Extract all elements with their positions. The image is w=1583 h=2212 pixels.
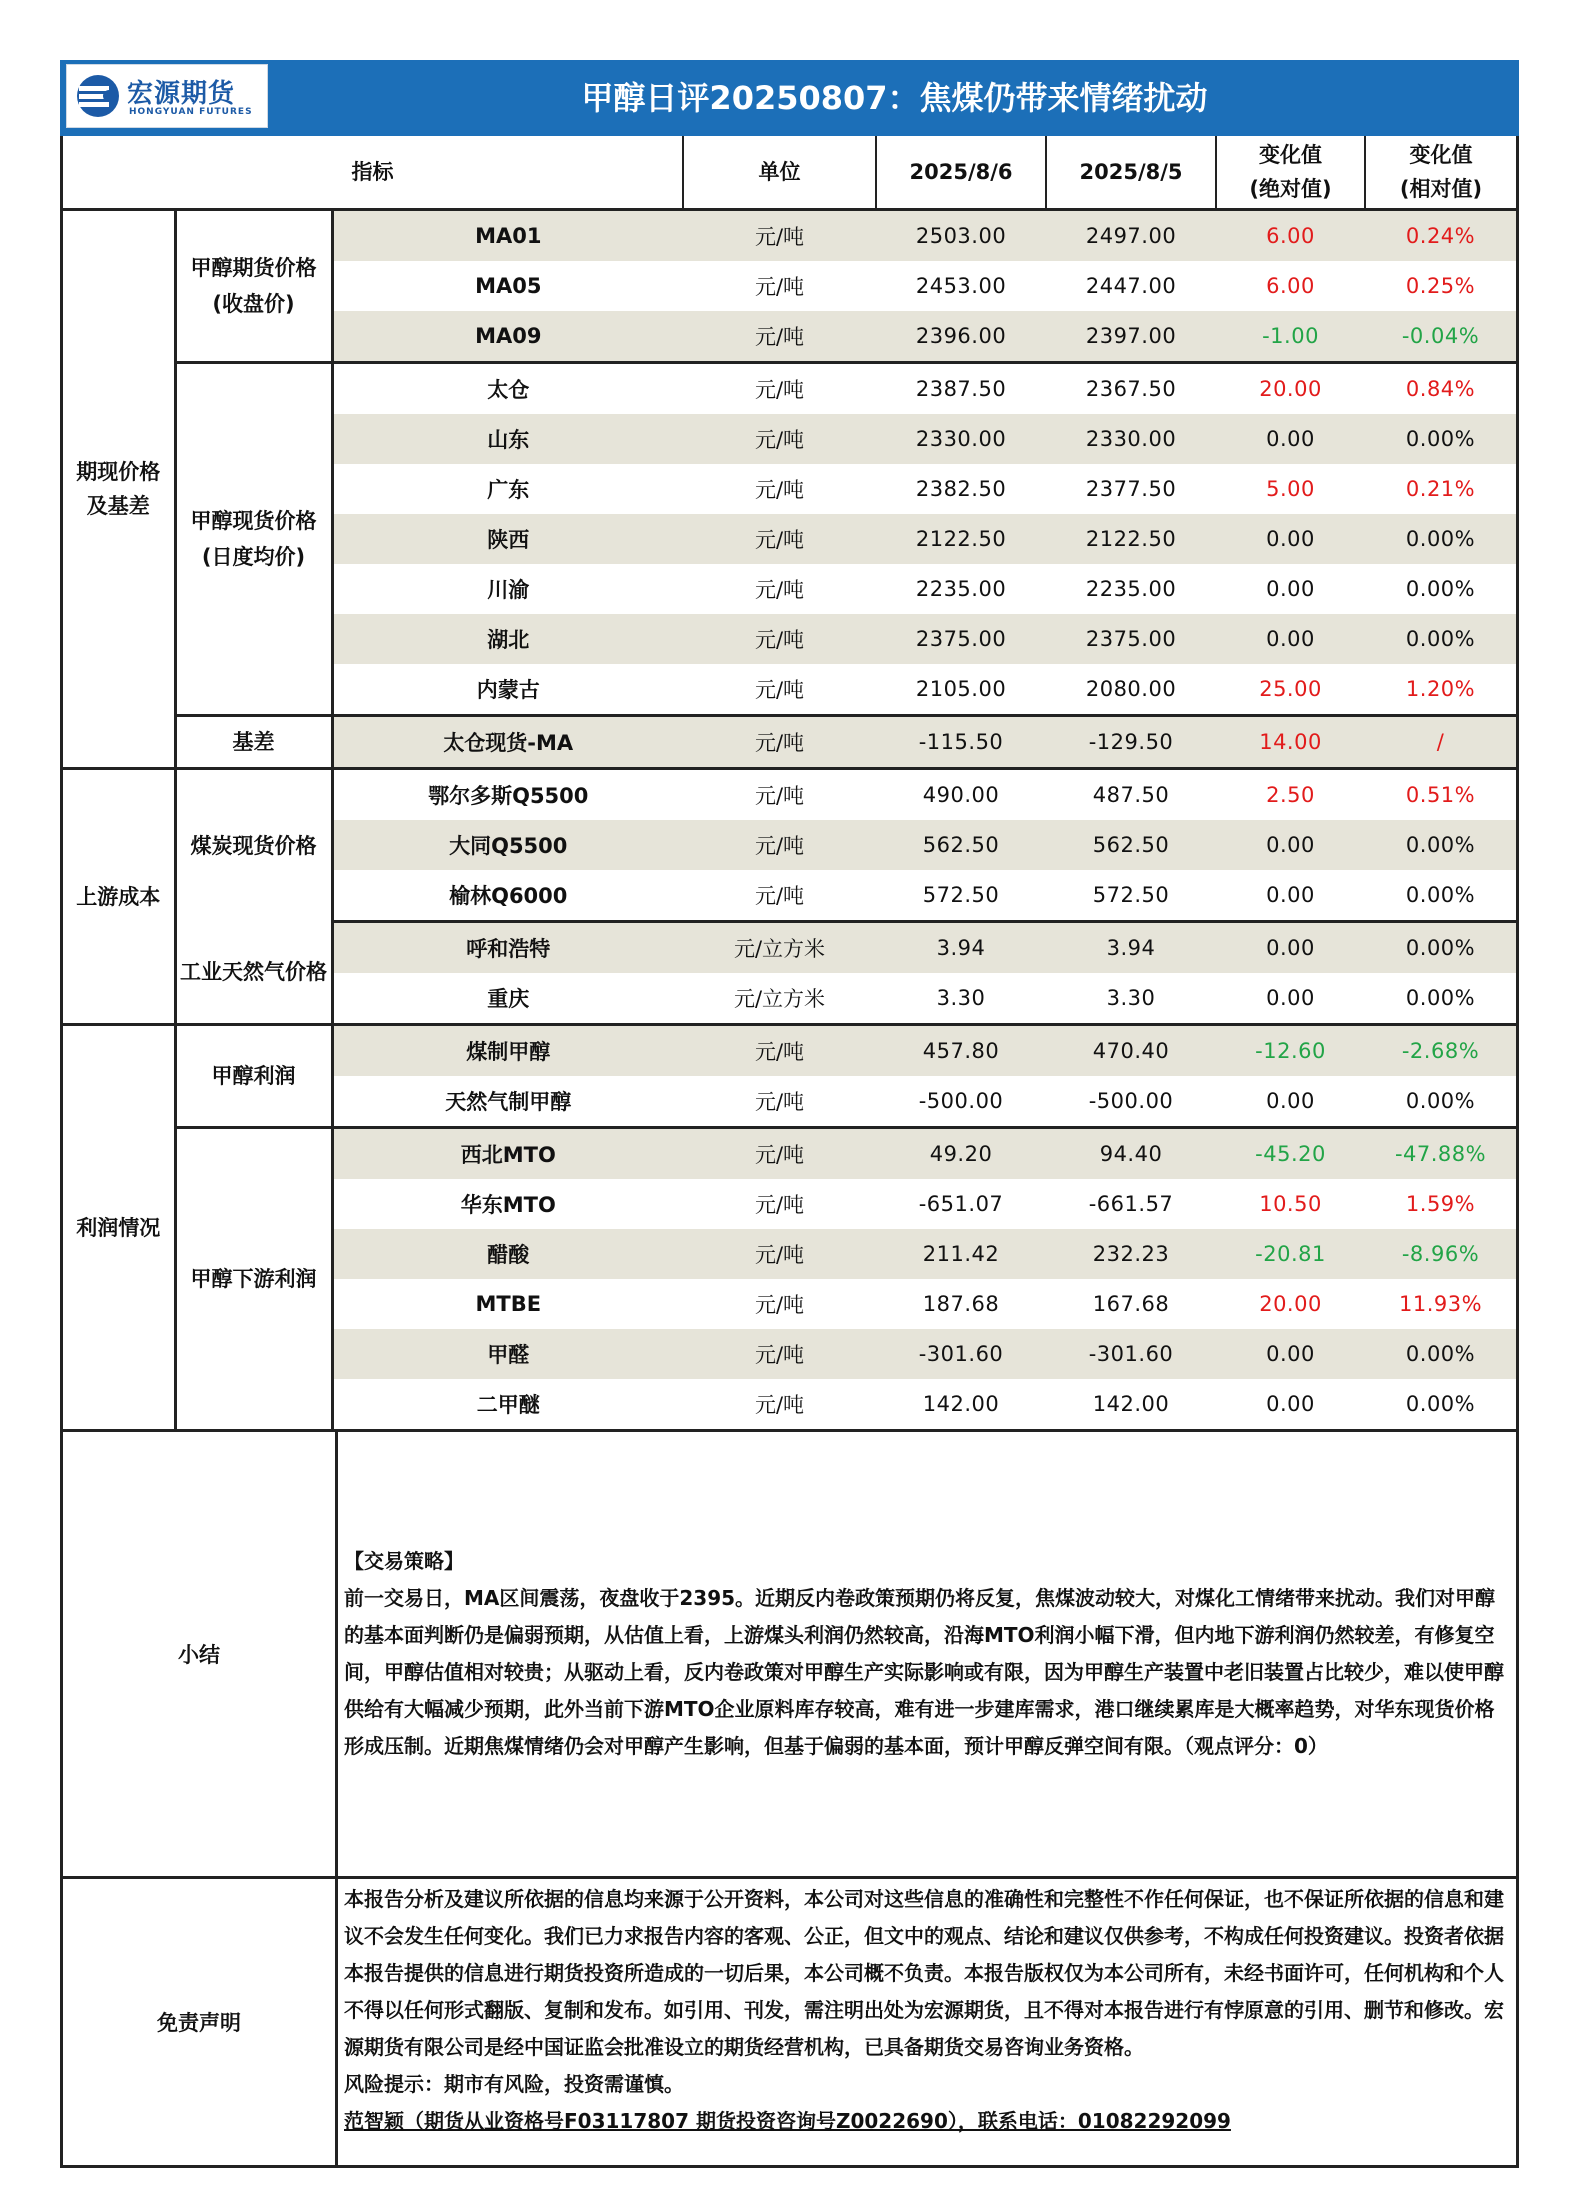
logo-english-name: HONGYUAN FUTURES [129, 107, 253, 117]
disclaimer-label: 免责声明 [63, 1879, 338, 2165]
rel-change: 0.51% [1405, 783, 1476, 807]
value-date1: 49.20 [876, 1128, 1046, 1180]
value-date2: 2377.50 [1085, 477, 1177, 501]
indicator-name: 太仓现货-MA [332, 716, 683, 769]
rel-change: 0.84% [1405, 377, 1476, 401]
table-row [63, 1025, 1516, 1077]
subgroup-label: 甲醇期货价格 (收盘价) [175, 210, 332, 363]
col-header-rel-change: 变化值 (相对值) [1365, 136, 1516, 210]
abs-change: 0.00 [1216, 1329, 1365, 1379]
rel-change: 0.00% [1365, 514, 1516, 564]
indicator-name: 湖北 [332, 614, 683, 664]
value-date2: 2375.00 [1046, 614, 1216, 664]
indicator-name: 华东MTO [460, 1193, 556, 1217]
unit-cell: 元/吨 [754, 275, 805, 299]
subgroup-label: 甲醇下游利润 [175, 1128, 332, 1431]
abs-change: 5.00 [1266, 477, 1315, 501]
rel-change: 0.24% [1365, 210, 1516, 262]
rel-change: 11.93% [1398, 1292, 1483, 1316]
value-date2: 2122.50 [1046, 514, 1216, 564]
indicator-name: 川渝 [487, 578, 530, 602]
unit-cell: 元/立方米 [683, 922, 876, 974]
value-date2: 572.50 [1046, 870, 1216, 922]
value-date1: 2396.00 [876, 311, 1046, 363]
indicator-name: 内蒙古 [332, 664, 683, 716]
abs-change: -45.20 [1216, 1128, 1365, 1180]
abs-change: 2.50 [1266, 783, 1315, 807]
indicator-name: 甲醛 [332, 1329, 683, 1379]
hongyuan-logo-icon [75, 73, 121, 119]
value-date1: 2330.00 [876, 414, 1046, 464]
unit-cell: 元/吨 [683, 1025, 876, 1077]
rel-change: 1.59% [1405, 1192, 1476, 1216]
abs-change: 0.00 [1216, 614, 1365, 664]
rel-change: -2.68% [1365, 1025, 1516, 1077]
strategy-text: 前一交易日，MA区间震荡，夜盘收于2395。近期反内卷政策预期仍将反复，焦煤波动较大，对煤化工情绪带来扰动。我们对甲醇的基本面判断仍是偏弱预期，从估值上看，上游煤头利润仍然较高，沿海MTO利润小幅下滑，但内地下游利润仍然较差，有修复空间，甲醇估值相对较贵；从驱动上看，反内卷政策对甲醇生产实际影响或有限，因为甲醇生产装置中老旧装置占比较少，难以使甲醇供给有大幅减少预期，此外当前下游MTO企业原料库存较高，难有进一步建库需求，港口继续累库是大概率趋势，对华东现货价格形成压制。近期焦煤情绪仍会对甲醇产生影响，但基于偏弱的基本面，预计甲醇反弹空间有限。（观点评分：0） [344, 1586, 1504, 1758]
abs-change: 0.00 [1216, 973, 1365, 1025]
value-date1: 562.50 [876, 820, 1046, 870]
rel-change: -0.04% [1365, 311, 1516, 363]
summary-section [60, 1432, 1519, 1879]
rel-change: 0.00% [1365, 1379, 1516, 1431]
unit-cell: 元/吨 [683, 664, 876, 716]
unit-cell: 元/吨 [683, 870, 876, 922]
disclaimer-body [338, 1879, 1516, 2165]
unit-cell: 元/吨 [683, 514, 876, 564]
indicator-table-wrapper [60, 136, 1519, 1432]
unit-cell: 元/吨 [683, 1076, 876, 1128]
value-date2: 3.30 [1046, 973, 1216, 1025]
indicator-name: 天然气制甲醇 [332, 1076, 683, 1128]
rel-change: / [1365, 716, 1516, 769]
unit-cell: 元/吨 [683, 1128, 876, 1180]
rel-change: 0.00% [1365, 614, 1516, 664]
abs-change: 10.50 [1259, 1192, 1322, 1216]
unit-cell: 元/吨 [754, 1293, 805, 1317]
value-date1: 2375.00 [876, 614, 1046, 664]
table-row [63, 769, 1516, 821]
table-row [63, 716, 1516, 769]
col-header-date2: 2025/8/5 [1046, 136, 1216, 210]
value-date2: 94.40 [1046, 1128, 1216, 1180]
summary-body [338, 1432, 1516, 1876]
unit-cell: 元/吨 [754, 578, 805, 602]
unit-cell: 元/立方米 [683, 973, 876, 1025]
rel-change: 0.00% [1365, 1329, 1516, 1379]
rel-change: 0.25% [1405, 274, 1476, 298]
rel-change: -8.96% [1365, 1229, 1516, 1279]
abs-change: 20.00 [1259, 377, 1322, 401]
indicator-name: 陕西 [332, 514, 683, 564]
value-date2: 2235.00 [1085, 577, 1177, 601]
value-date1: 2235.00 [915, 577, 1007, 601]
value-date2: 232.23 [1046, 1229, 1216, 1279]
indicator-name: 醋酸 [332, 1229, 683, 1279]
subgroup-label: 甲醇现货价格 (日度均价) [175, 363, 332, 716]
summary-label: 小结 [63, 1432, 338, 1876]
abs-change: 6.00 [1216, 210, 1365, 262]
value-date1: 490.00 [922, 783, 1000, 807]
rel-change: 1.20% [1365, 664, 1516, 716]
col-header-date1: 2025/8/6 [876, 136, 1046, 210]
strategy-title: 【交易策略】 [344, 1549, 464, 1573]
unit-cell: 元/吨 [683, 414, 876, 464]
subgroup-label: 煤炭现货价格 [175, 769, 332, 922]
table-row [63, 363, 1516, 415]
value-date1: 142.00 [876, 1379, 1046, 1431]
unit-cell: 元/吨 [683, 1379, 876, 1431]
value-date1: -500.00 [876, 1076, 1046, 1128]
value-date2: 2080.00 [1046, 664, 1216, 716]
group-label: 期现价格 及基差 [63, 210, 175, 769]
col-header-unit: 单位 [683, 136, 876, 210]
abs-change: 0.00 [1216, 922, 1365, 974]
abs-change: 25.00 [1216, 664, 1365, 716]
rel-change: 0.00% [1365, 414, 1516, 464]
subgroup-label: 工业天然气价格 [175, 922, 332, 1025]
rel-change: 0.00% [1365, 870, 1516, 922]
disclaimer-section [60, 1879, 1519, 2168]
abs-change: -12.60 [1216, 1025, 1365, 1077]
unit-cell: 元/吨 [683, 820, 876, 870]
table-header-row [63, 136, 1516, 210]
indicator-name: 呼和浩特 [332, 922, 683, 974]
indicator-name: MA09 [332, 311, 683, 363]
value-date1: 2382.50 [915, 477, 1007, 501]
abs-change: -20.81 [1216, 1229, 1365, 1279]
unit-cell: 元/吨 [683, 1229, 876, 1279]
subgroup-label: 基差 [175, 716, 332, 769]
unit-cell: 元/吨 [683, 311, 876, 363]
value-date2: 2497.00 [1046, 210, 1216, 262]
value-date2: 487.50 [1092, 783, 1170, 807]
indicator-name: 山东 [332, 414, 683, 464]
value-date1: 187.68 [922, 1292, 1000, 1316]
value-date1: 2503.00 [876, 210, 1046, 262]
value-date2: -661.57 [1088, 1192, 1174, 1216]
group-label: 利润情况 [63, 1025, 175, 1431]
rel-change: -47.88% [1365, 1128, 1516, 1180]
value-date2: 2330.00 [1046, 414, 1216, 464]
value-date1: 3.30 [876, 973, 1046, 1025]
indicator-name: 二甲醚 [332, 1379, 683, 1431]
value-date2: -301.60 [1046, 1329, 1216, 1379]
abs-change: 0.00 [1216, 1076, 1365, 1128]
indicator-name: 榆林Q6000 [332, 870, 683, 922]
value-date1: -301.60 [876, 1329, 1046, 1379]
risk-warning: 风险提示：期市有风险，投资需谨慎。 [344, 2072, 684, 2096]
unit-cell: 元/吨 [683, 210, 876, 262]
col-header-indicator: 指标 [63, 136, 683, 210]
indicator-name: 太仓 [487, 378, 530, 402]
value-date2: 2397.00 [1046, 311, 1216, 363]
indicator-name: 广东 [487, 478, 530, 502]
value-date1: -651.07 [918, 1192, 1004, 1216]
indicator-table [63, 136, 1516, 1432]
unit-cell: 元/吨 [683, 716, 876, 769]
value-date2: -500.00 [1046, 1076, 1216, 1128]
table-row [63, 210, 1516, 262]
indicator-name: MA01 [332, 210, 683, 262]
value-date1: 2387.50 [915, 377, 1007, 401]
analyst-contact: 范智颖（期货从业资格号F03117807 期货投资咨询号Z0022690），联系电话：01082292099 [344, 2109, 1231, 2133]
value-date2: 2367.50 [1085, 377, 1177, 401]
indicator-name: 西北MTO [332, 1128, 683, 1180]
company-logo [66, 64, 268, 128]
abs-change: 0.00 [1266, 577, 1315, 601]
rel-change: 0.21% [1405, 477, 1476, 501]
value-date2: 2447.00 [1085, 274, 1177, 298]
table-row [63, 1128, 1516, 1180]
unit-cell: 元/吨 [754, 1193, 805, 1217]
value-date2: 167.68 [1092, 1292, 1170, 1316]
rel-change: 0.00% [1365, 973, 1516, 1025]
value-date2: 3.94 [1046, 922, 1216, 974]
value-date1: -115.50 [876, 716, 1046, 769]
value-date1: 2105.00 [876, 664, 1046, 716]
disclaimer-text: 本报告分析及建议所依据的信息均来源于公开资料，本公司对这些信息的准确性和完整性不作任何保证，也不保证所依据的信息和建议不会发生任何变化。我们已力求报告内容的客观、公正，但文中的观点、结论和建议仅供参考，不构成任何投资建议。投资者依据本报告提供的信息进行期货投资所造成的一切后果，本公司概不负责。本报告版权仅为本公司所有，未经书面许可，任何机构和个人不得以任何形式翻版、复制和发布。如引用、刊发，需注明出处为宏源期货，且不得对本报告进行有悖原意的引用、删节和修改。宏源期货有限公司是经中国证监会批准设立的期货经营机构，已具备期货交易咨询业务资格。 [344, 1887, 1504, 2059]
value-date2: 142.00 [1046, 1379, 1216, 1431]
abs-change: 20.00 [1259, 1292, 1322, 1316]
value-date1: 2122.50 [876, 514, 1046, 564]
abs-change: -1.00 [1216, 311, 1365, 363]
report-banner [60, 60, 1519, 136]
value-date2: -129.50 [1046, 716, 1216, 769]
subgroup-label: 甲醇利润 [175, 1025, 332, 1128]
indicator-name: MTBE [475, 1292, 542, 1316]
rel-change: 0.00% [1365, 922, 1516, 974]
indicator-name: 大同Q5500 [332, 820, 683, 870]
abs-change: 0.00 [1216, 820, 1365, 870]
abs-change: 0.00 [1216, 1379, 1365, 1431]
indicator-name: 煤制甲醇 [332, 1025, 683, 1077]
value-date1: 3.94 [876, 922, 1046, 974]
value-date2: 562.50 [1046, 820, 1216, 870]
abs-change: 14.00 [1216, 716, 1365, 769]
unit-cell: 元/吨 [754, 478, 805, 502]
group-label: 上游成本 [63, 769, 175, 1025]
unit-cell: 元/吨 [683, 1329, 876, 1379]
rel-change: 0.00% [1365, 820, 1516, 870]
value-date2: 470.40 [1046, 1025, 1216, 1077]
logo-chinese-name: 宏源期货 [127, 79, 236, 109]
abs-change: 0.00 [1216, 870, 1365, 922]
value-date1: 457.80 [876, 1025, 1046, 1077]
rel-change: 0.00% [1365, 1076, 1516, 1128]
col-header-abs-change: 变化值 (绝对值) [1216, 136, 1365, 210]
indicator-name: MA05 [475, 274, 542, 298]
value-date1: 211.42 [876, 1229, 1046, 1279]
value-date1: 572.50 [876, 870, 1046, 922]
unit-cell: 元/吨 [683, 614, 876, 664]
abs-change: 0.00 [1216, 414, 1365, 464]
daily-report-sheet [60, 60, 1519, 2168]
rel-change: 0.00% [1405, 577, 1476, 601]
table-row [63, 922, 1516, 974]
value-date1: 2453.00 [915, 274, 1007, 298]
unit-cell: 元/吨 [754, 784, 805, 808]
abs-change: 0.00 [1216, 514, 1365, 564]
indicator-name: 鄂尔多斯Q5500 [428, 784, 589, 808]
report-title: 甲醇日评20250807：焦煤仍带来情绪扰动 [581, 79, 1208, 117]
indicator-name: 重庆 [332, 973, 683, 1025]
unit-cell: 元/吨 [754, 378, 805, 402]
abs-change: 6.00 [1266, 274, 1315, 298]
